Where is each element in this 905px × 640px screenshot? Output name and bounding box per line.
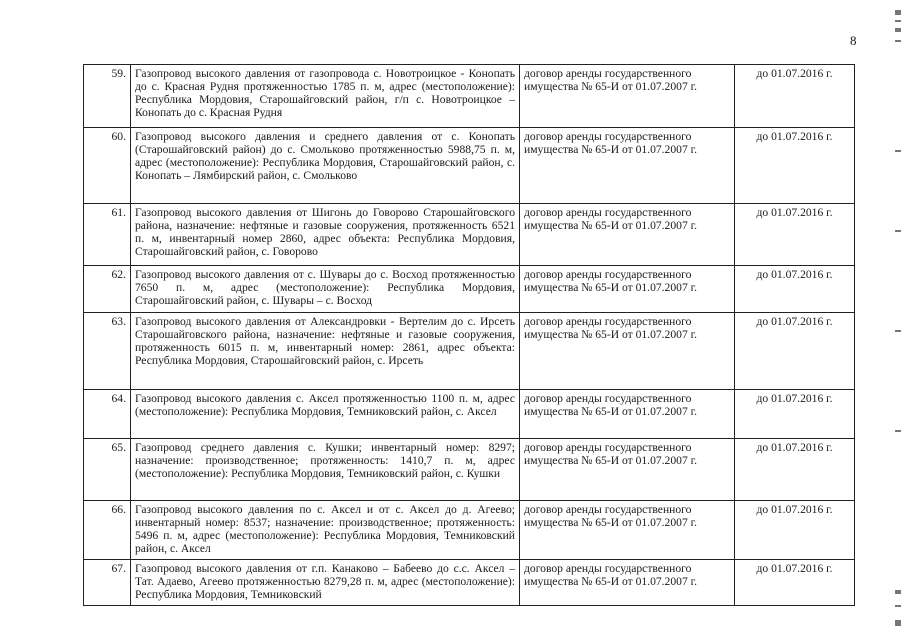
object-description: Газопровод высокого давления от газопровода с. Новотроицкое - Конопать до с. Красная Рудня протяженностью 1785 п. м, адрес (местоположение): Республика Мордовия, Старошайговский район, г/п с. Новотроицкое – Конопать до с. Красная Рудня xyxy=(131,65,520,128)
table-row xyxy=(84,65,855,128)
property-table xyxy=(83,64,855,606)
legal-basis: договор аренды государственного имущества № 65-И от 01.07.2007 г. xyxy=(520,266,735,313)
term-date: до 01.07.2016 г. xyxy=(735,560,855,606)
page-number: 8 xyxy=(850,33,857,48)
object-description: Газопровод высокого давления с. Аксел протяженностью 1100 п. м, адрес (местоположение): Республика Мордовия, Темниковский район, с. Аксел xyxy=(131,390,520,439)
row-number: 60. xyxy=(84,128,131,204)
object-description: Газопровод высокого давления и среднего давления от с. Конопать (Старошайговский район) до с. Смольково протяженностью 5988,75 п. м, адрес (местоположение): Республика Мордовия, Старошайговский район, с. Конопать – Лямбирский район, с. Смольково xyxy=(131,128,520,204)
row-number: 65. xyxy=(84,439,131,501)
object-description: Газопровод высокого давления от г.п. Канаково – Бабеево до с.с. Аксел – Тат. Адаево, Агеево протяженностью 8279,28 п. м, адрес (местоположение): Республика Мордовия, Темниковский xyxy=(131,560,520,606)
object-description: Газопровод высокого давления от с. Шувары до с. Восход протяженностью 7650 п. м, адрес (местоположение): Республика Мордовия, Старошайговский район, с. Шувары – с. Восход xyxy=(131,266,520,313)
object-description: Газопровод высокого давления от Шигонь до Говорово Старошайговского района, назначение: нефтяные и газовые сооружения, протяженность 6521 п. м, инвентарный номер 2860, адрес объекта: Республика Мордовия, Старошайговский район, с. Говорово xyxy=(131,204,520,266)
legal-basis: договор аренды государственного имущества № 65-И от 01.07.2007 г. xyxy=(520,65,735,128)
legal-basis: договор аренды государственного имущества № 65-И от 01.07.2007 г. xyxy=(520,128,735,204)
object-description: Газопровод высокого давления от Александровки - Вертелим до с. Ирсеть Старошайговского района, назначение: нефтяные и газовые сооружения, протяженность 6015 п. м, инвентарный номер: 2861, адрес объекта: Республика Мордовия, Старошайговский район, с. Ирсеть xyxy=(131,313,520,390)
term-date: до 01.07.2016 г. xyxy=(735,65,855,128)
table-row xyxy=(84,390,855,439)
legal-basis: договор аренды государственного имущества № 65-И от 01.07.2007 г. xyxy=(520,560,735,606)
table-row xyxy=(84,439,855,501)
legal-basis: договор аренды государственного имущества № 65-И от 01.07.2007 г. xyxy=(520,313,735,390)
table-row xyxy=(84,266,855,313)
row-number: 64. xyxy=(84,390,131,439)
table-row xyxy=(84,313,855,390)
table-row xyxy=(84,560,855,606)
row-number: 59. xyxy=(84,65,131,128)
term-date: до 01.07.2016 г. xyxy=(735,128,855,204)
term-date: до 01.07.2016 г. xyxy=(735,266,855,313)
term-date: до 01.07.2016 г. xyxy=(735,439,855,501)
row-number: 62. xyxy=(84,266,131,313)
row-number: 63. xyxy=(84,313,131,390)
scan-edge-marks xyxy=(895,0,903,640)
table-row xyxy=(84,128,855,204)
row-number: 67. xyxy=(84,560,131,606)
term-date: до 01.07.2016 г. xyxy=(735,501,855,560)
legal-basis: договор аренды государственного имущества № 65-И от 01.07.2007 г. xyxy=(520,501,735,560)
row-number: 61. xyxy=(84,204,131,266)
term-date: до 01.07.2016 г. xyxy=(735,204,855,266)
legal-basis: договор аренды государственного имущества № 65-И от 01.07.2007 г. xyxy=(520,390,735,439)
legal-basis: договор аренды государственного имущества № 65-И от 01.07.2007 г. xyxy=(520,204,735,266)
legal-basis: договор аренды государственного имущества № 65-И от 01.07.2007 г. xyxy=(520,439,735,501)
table-row xyxy=(84,501,855,560)
object-description: Газопровод высокого давления по с. Аксел и от с. Аксел до д. Агеево; инвентарный номер: 8537; назначение: производственное; протяженность: 5496 п. м, адрес (местоположение): Республика Мордовия, Темниковский район, с. Аксел xyxy=(131,501,520,560)
row-number: 66. xyxy=(84,501,131,560)
object-description: Газопровод среднего давления с. Кушки; инвентарный номер: 8297; назначение: производственное; протяженность: 1410,7 п. м, адрес (местоположение): Республика Мордовия, Темниковский район, с. Кушки xyxy=(131,439,520,501)
term-date: до 01.07.2016 г. xyxy=(735,390,855,439)
term-date: до 01.07.2016 г. xyxy=(735,313,855,390)
table-row xyxy=(84,204,855,266)
